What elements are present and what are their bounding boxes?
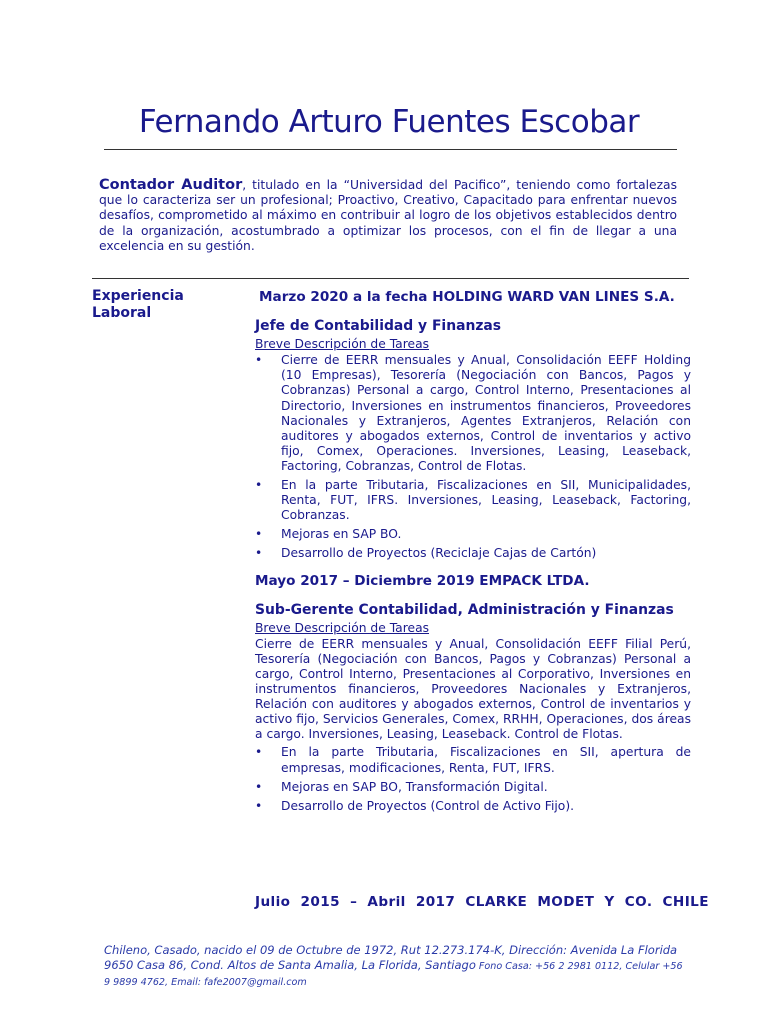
experience-list <box>255 289 709 910</box>
profile-role: Contador Auditor <box>99 177 243 193</box>
task-paragraph: Cierre de EERR mensuales y Anual, Consolidación EEFF Filial Perú, Tesorería (Negociación con Bancos, Pagos y Cobranzas) Personal a cargo, Control Interno, Presentaciones al Corporativo, Inversiones en instrumentos financieros, Proveedores Nacionales y Extranjeros, Relación con auditores y abogados externos, Control de inventarios y activo fijo, Servicios Generales, Comex, RRHH, Operaciones, dos áreas a cargo. Inversiones, Leasing, Leaseback. Control de Flotas. <box>255 636 691 742</box>
job-period: Mayo 2017 – Diciembre 2019 EMPACK LTDA. <box>255 572 590 589</box>
section-title-line1: Experiencia <box>92 288 184 304</box>
section-title-experience <box>92 288 184 322</box>
task-item: • Desarrollo de Proyectos (Control de Activo Fijo). <box>255 799 691 814</box>
section-divider <box>92 278 689 279</box>
section-title-line2: Laboral <box>92 305 152 321</box>
candidate-name: Fernando Arturo Fuentes Escobar <box>138 104 640 140</box>
job-title: Sub-Gerente Contabilidad, Administración y Finanzas <box>255 601 674 618</box>
task-item: • Desarrollo de Proyectos (Reciclaje Cajas de Cartón) <box>255 546 691 561</box>
job-period: Marzo 2020 a la fecha HOLDING WARD VAN LINES S.A. <box>259 289 675 305</box>
contact-details: Fono Casa: +56 2 2981 0112, Celular +56 9 9899 4762, Email: fafe2007@gmail.com <box>104 960 683 988</box>
task-description-label: Breve Descripción de Tareas <box>255 337 430 352</box>
task-item: • Cierre de EERR mensuales y Anual, Consolidación EEFF Holding (10 Empresas), Tesorería (Negociación con Bancos, Pagos y Cobranzas) Personal a cargo, Control Interno, Presentaciones al Directorio, Inversiones en instrumentos financieros, Proveedores Nacionales y Extranjeros, Agentes Extranjeros, Relación con auditores y abogados externos, Control de inventarios y activo fijo, Comex, Operaciones. Inversiones, Leasing, Leaseback, Factoring, Cobranzas, Control de Flotas. <box>255 353 691 474</box>
personal-info-footer <box>104 943 684 991</box>
task-list <box>255 353 691 561</box>
job-title: Jefe de Contabilidad y Finanzas <box>255 318 502 335</box>
task-list <box>255 745 691 813</box>
header-divider <box>104 149 677 150</box>
job-period: Julio 2015 – Abril 2017 CLARKE MODET Y CO. CHILE <box>255 893 709 910</box>
task-item: • En la parte Tributaria, Fiscalizaciones en SII, Municipalidades, Renta, FUT, IFRS. Inversiones, Leasing, Leaseback, Factoring, Cobranzas. <box>255 478 691 523</box>
task-description-label: Breve Descripción de Tareas <box>255 620 430 635</box>
task-item: • En la parte Tributaria, Fiscalizaciones en SII, apertura de empresas, modificaciones, Renta, FUT, IFRS. <box>255 745 691 775</box>
personal-details: Chileno, Casado, nacido el 09 de Octubre de 1972, Rut 12.273.174-K, Dirección: Avenida La Florida 9650 Casa 86, Cond. Altos de Santa Amalia, La Florida, Santiago <box>104 943 678 972</box>
task-item: • Mejoras en SAP BO. <box>255 527 691 542</box>
profile-text: , titulado en la “Universidad del Pacifico”, teniendo como fortalezas que lo caracteriza ser un profesional; Proactivo, Creativo, Capacitado para enfrentar nuevos desafíos, comprometido al máximo en contribuir al logro de los objetivos establecidos dentro de la organización, acostumbrado a optimizar los procesos, con el fin de llegar a una excelencia en su gestión. <box>99 178 677 253</box>
task-item: • Mejoras en SAP BO, Transformación Digital. <box>255 780 691 795</box>
profile-summary <box>99 178 677 254</box>
